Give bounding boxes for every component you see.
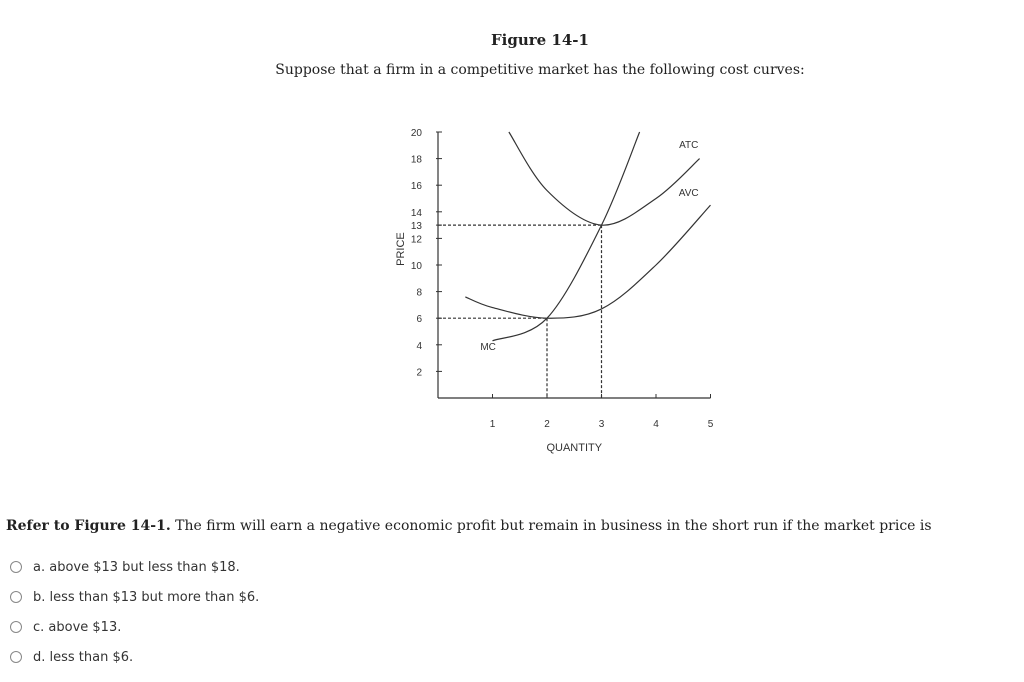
option-c-label: c. above $13.	[33, 619, 122, 635]
option-a-radio[interactable]	[10, 561, 22, 573]
mc-label: MC	[480, 342, 496, 354]
y-tick-label-6: 6	[416, 314, 422, 326]
question-reference: Refer to Figure 14-1.	[6, 518, 171, 534]
y-tick-label-13: 13	[410, 221, 422, 233]
figure-title: Figure 14-1	[491, 31, 589, 49]
x-tick-label-4: 4	[653, 419, 659, 430]
y-tick-label-4: 4	[416, 340, 422, 352]
option-c-radio[interactable]	[10, 621, 22, 633]
y-axis-label: PRICE	[395, 232, 407, 266]
x-tick-label-5: 5	[707, 419, 714, 430]
x-tick-label-2: 2	[544, 419, 550, 430]
question-body: The firm will earn a negative economic profit but remain in business in the short run if the market price is	[170, 518, 932, 534]
y-tick-label-16: 16	[410, 181, 422, 193]
x-axis-label: QUANTITY	[546, 442, 603, 454]
option-d-label: d. less than $6.	[33, 649, 134, 665]
option-d[interactable]	[10, 642, 259, 672]
y-tick-label-10: 10	[410, 261, 422, 272]
option-b-radio[interactable]	[10, 591, 22, 603]
y-tick-label-12: 12	[410, 234, 422, 246]
atc-label: ATC	[679, 139, 699, 151]
atc-curve	[509, 132, 700, 225]
y-tick-label-2: 2	[416, 367, 422, 379]
y-tick-label-8: 8	[416, 287, 422, 299]
x-tick-label-3: 3	[598, 419, 605, 430]
y-tick-label-14: 14	[410, 207, 422, 219]
figure-subtitle: Suppose that a firm in a competitive market has the following cost curves:	[275, 62, 805, 78]
option-a[interactable]	[10, 552, 259, 582]
question-text	[6, 518, 1016, 534]
y-tick-label-20: 20	[410, 128, 422, 139]
mc-curve	[493, 132, 640, 341]
option-b-label: b. less than $13 but more than $6.	[33, 589, 260, 605]
option-b[interactable]	[10, 582, 259, 612]
option-c[interactable]	[10, 612, 259, 642]
avc-label: AVC	[678, 187, 699, 199]
answer-options	[10, 552, 259, 672]
x-tick-label-1: 1	[489, 419, 496, 430]
option-d-radio[interactable]	[10, 651, 22, 663]
option-a-label: a. above $13 but less than $18.	[33, 559, 240, 575]
y-tick-label-18: 18	[410, 154, 422, 166]
